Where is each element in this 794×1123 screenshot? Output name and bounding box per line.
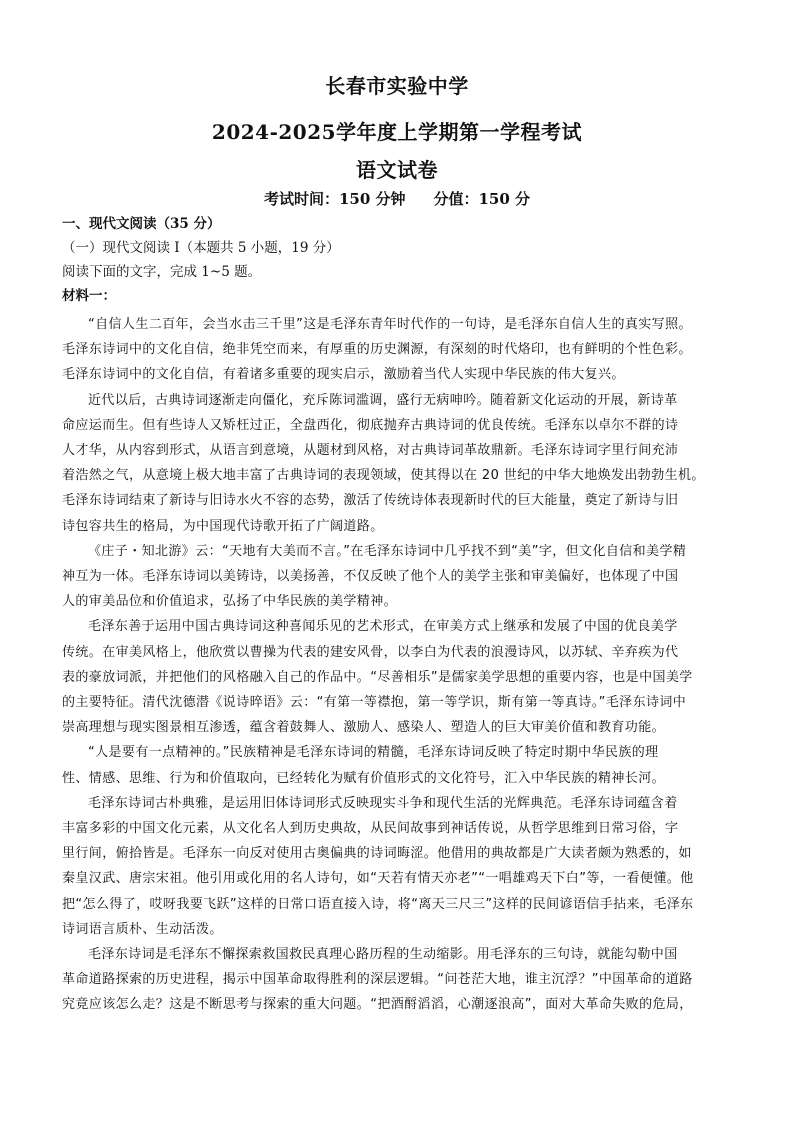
text-line: 表的豪放词派，并把他们的风格融入自己的作品中。“尽善相乐”是儒家美学思想的重要内容，也是中国美学 [62, 669, 693, 685]
text-line: 性、情感、思维、行为和价值取向，已经转化为赋有价值形式的文化符号，汇入中华民族的精神长河。 [62, 770, 666, 786]
text-line: 毛泽东诗词中的文化自信，有着诸多重要的现实启示，激励着当代人实现中华民族的伟大复兴。 [62, 367, 625, 383]
exam-title: 2024-2025学年度上学期第一学程考试 [211, 120, 583, 144]
subject-title: 语文试卷 [356, 158, 438, 182]
text-line: 诗词语言质朴、生动活泼。 [62, 921, 223, 937]
score-label: 分值：150 分 [433, 190, 531, 208]
text-line: 近代以后，古典诗词逐渐走向僵化，充斥陈词滥调，盛行无病呻吟。随着新文化运动的开展，新诗革 [88, 392, 678, 408]
text-line: 毛泽东善于运用中国古典诗词这种喜闻乐见的艺术形式，在审美方式上继承和发展了中国的优良美学 [88, 619, 678, 635]
time-label: 考试时间：150 分钟 [263, 190, 406, 208]
subsection-heading: （一）现代文阅读 I（本题共 5 小题，19 分） [62, 240, 340, 256]
text-line: 毛泽东诗词结束了新诗与旧诗水火不容的态势，激活了传统诗体表现新时代的巨大能量，奠定了新诗与旧 [62, 493, 679, 509]
text-line: 人才华，从内容到形式，从语言到意境，从题材到风格，对古典诗词革故鼎新。毛泽东诗词字里行间充沛 [62, 443, 679, 459]
text-line: 里行间，俯拾皆是。毛泽东一向反对使用古奥偏典的诗词晦涩。他借用的典故都是广大读者颇为熟悉的，如 [62, 846, 692, 862]
text-line: 的主要特征。清代沈德潜《说诗晬语》云：“有第一等襟抱，第一等学识，斯有第一等真诗。”毛泽东诗词中 [62, 695, 687, 711]
text-line: 毛泽东诗词是毛泽东不懈探索救国救民真理心路历程的生动缩影。用毛泽东的三句诗，就能勾勒中国 [88, 947, 678, 963]
text-line: 命应运而生。但有些诗人又矫枉过正，全盘西化，彻底抛弃古典诗词的优良传统。毛泽东以卓尔不群的诗 [62, 417, 679, 433]
text-line: 究竟应该怎么走？这是不断思考与探索的重大问题。“把酒酹滔滔，心潮逐浪高”，面对大革命失败的危局， [62, 997, 693, 1013]
text-line: 人的审美品位和价值追求，弘扬了中华民族的美学精神。 [62, 594, 398, 610]
text-line: 把“怎么得了，哎呀我要飞跃”这样的日常口语直接入诗，将“离天三尺三”这样的民间谚语信手拈来，毛泽东 [62, 896, 694, 912]
text-line: “自信人生二百年，会当水击三千里”这是毛泽东青年时代作的一句诗，是毛泽东自信人生的真实写照。 [88, 317, 692, 332]
text-line: 毛泽东诗词中的文化自信，绝非凭空而来，有厚重的历史渊源，有深刻的时代烙印，也有鲜明的个性色彩。 [62, 342, 692, 358]
text-line: 崇高理想与现实图景相互渗透，蕴含着鼓舞人、激励人、感染人、塑造人的巨大审美价值和教育功能。 [62, 720, 666, 736]
text-line: 《庄子・知北游》云：“天地有大美而不言。”在毛泽东诗词中几乎找不到“美”字，但文化自信和美学精 [88, 543, 687, 559]
school-name: 长春市实验中学 [325, 74, 469, 98]
text-line: 神互为一体。毛泽东诗词以美铸诗，以美扬善，不仅反映了他个人的美学主张和审美偏好，也体现了中国 [62, 569, 679, 585]
article-body [62, 312, 732, 1018]
text-line: 着浩然之气，从意境上极大地丰富了古典诗词的表现领域，使其得以在 20 世纪的中华大地焕发出勃勃生机。 [62, 468, 705, 484]
instruction: 阅读下面的文字，完成 1~5 题。 [62, 264, 262, 280]
text-line: “人是要有一点精神的。”民族精神是毛泽东诗词的精髓，毛泽东诗词反映了特定时期中华民族的理 [88, 745, 659, 761]
section-heading: 一、现代文阅读（35 分） [62, 216, 221, 232]
text-line: 传统。在审美风格上，他欣赏以曹操为代表的建安风骨，以李白为代表的浪漫诗风，以苏轼、辛弃疾为代 [62, 644, 679, 660]
text-line: 丰富多彩的中国文化元素，从文化名人到历史典故，从民间故事到神话传说，从哲学思维到日常习俗，字 [62, 821, 679, 837]
text-line: 诗包容共生的格局，为中国现代诗歌开拓了广阔道路。 [62, 518, 384, 534]
exam-meta [0, 188, 794, 209]
material-label: 材料一： [62, 288, 116, 304]
text-line: 秦皇汉武、唐宗宋祖。他引用或化用的名人诗句，如“天若有情天亦老”“一唱雄鸡天下白”等，一看便懂。他 [62, 871, 694, 887]
text-line: 革命道路探索的历史进程，揭示中国革命取得胜利的深层逻辑。“问苍茫大地，谁主沉浮？”中国革命的道路 [62, 972, 693, 988]
text-line: 毛泽东诗词古朴典雅，是运用旧体诗词形式反映现实斗争和现代生活的光辉典范。毛泽东诗词蕴含着 [88, 795, 678, 811]
